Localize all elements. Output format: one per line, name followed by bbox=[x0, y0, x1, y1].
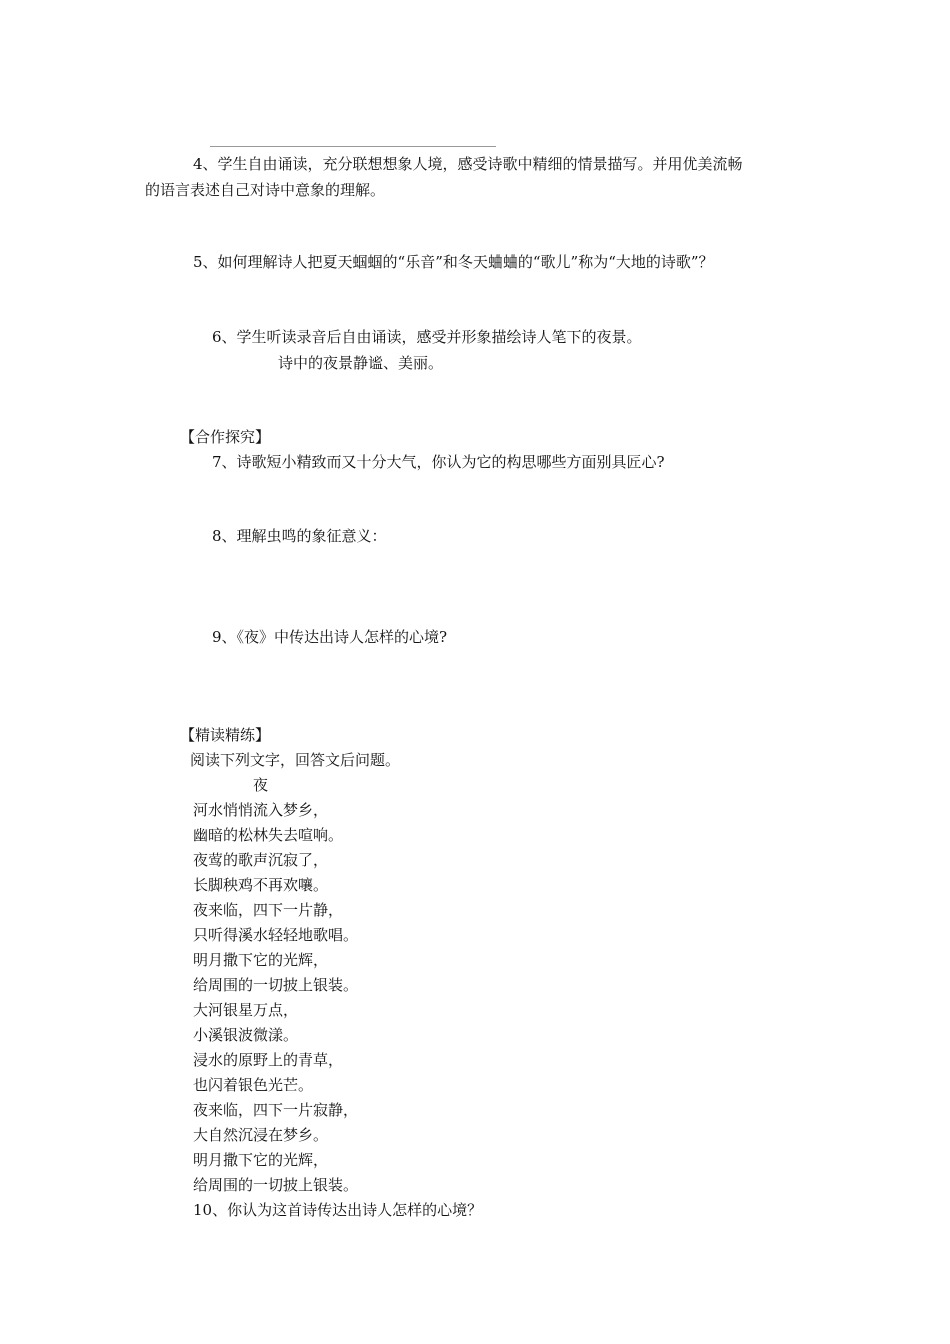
question-8: 8、理解虫鸣的象征意义： bbox=[212, 527, 387, 545]
question-4-line-1: 4、学生自由诵读，充分联想想象人境，感受诗歌中精细的情景描写。并用优美流畅 bbox=[193, 155, 743, 173]
poem-title: 夜 bbox=[253, 776, 269, 794]
poem-line: 小溪银波微漾。 bbox=[193, 1026, 299, 1044]
question-6: 6、学生听读录音后自由诵读，感受并形象描绘诗人笔下的夜景。 bbox=[212, 328, 642, 346]
question-4-line-2: 的语言表述自己对诗中意象的理解。 bbox=[145, 181, 386, 199]
poem-line: 明月撒下它的光辉， bbox=[193, 951, 329, 969]
question-5: 5、如何理解诗人把夏天蝈蝈的“乐音”和冬天蛐蛐的“歌儿”称为“大地的诗歌”？ bbox=[193, 253, 714, 271]
question-10: 10、你认为这首诗传达出诗人怎样的心境？ bbox=[193, 1201, 483, 1219]
poem-line: 只听得溪水轻轻地歌唱。 bbox=[193, 926, 359, 944]
poem-line: 给周围的一切披上银装。 bbox=[193, 1176, 359, 1194]
poem-line: 大自然沉浸在梦乡。 bbox=[193, 1126, 329, 1144]
poem-line: 夜莺的歌声沉寂了， bbox=[193, 851, 329, 869]
poem-line: 浸水的原野上的青草， bbox=[193, 1051, 344, 1069]
reading-instruction: 阅读下列文字，回答文后问题。 bbox=[190, 751, 401, 769]
poem-line: 给周围的一切披上银装。 bbox=[193, 976, 359, 994]
section-heading-cooperate: 【合作探究】 bbox=[180, 428, 271, 446]
poem-line: 大河银星万点， bbox=[193, 1001, 299, 1019]
question-9: 9、《夜》中传达出诗人怎样的心境? bbox=[212, 628, 448, 646]
poem-line: 夜来临，四下一片寂静， bbox=[193, 1101, 359, 1119]
poem-line: 河水悄悄流入梦乡， bbox=[193, 801, 329, 819]
poem-line: 夜来临，四下一片静， bbox=[193, 901, 344, 919]
top-divider bbox=[210, 146, 496, 147]
poem-line: 幽暗的松林失去喧响。 bbox=[193, 826, 344, 844]
poem-line: 长脚秧鸡不再欢嚷。 bbox=[193, 876, 329, 894]
poem-line: 也闪着银色光芒。 bbox=[193, 1076, 314, 1094]
question-7: 7、诗歌短小精致而又十分大气，你认为它的构思哪些方面别具匠心? bbox=[212, 453, 665, 471]
question-6-answer: 诗中的夜景静谧、美丽。 bbox=[278, 354, 444, 372]
poem-line: 明月撒下它的光辉， bbox=[193, 1151, 329, 1169]
section-heading-reading: 【精读精练】 bbox=[180, 726, 271, 744]
